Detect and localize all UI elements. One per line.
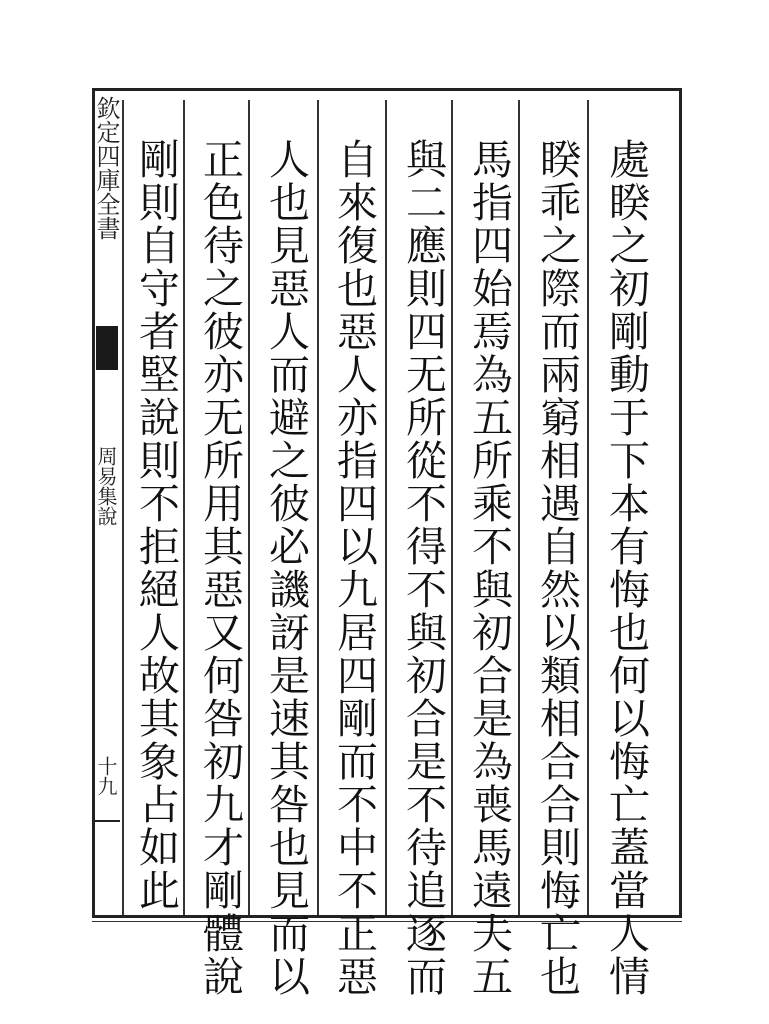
text-column-7: 正色待之彼亦无所用其惡又何咎初九才剛體說 bbox=[196, 138, 244, 998]
margin-book-title: 周易集說 bbox=[94, 446, 118, 526]
text-column-2: 睽乖之際而兩窮相遇自然以類相合合則悔亡也 bbox=[533, 138, 581, 998]
frame-bottom-inner-border bbox=[92, 921, 682, 922]
text-column-4: 與二應則四无所從不得不與初合是不待追逐而 bbox=[399, 138, 447, 998]
column-rule bbox=[122, 100, 124, 915]
margin-collection-title: 欽定四庫全書 bbox=[92, 96, 120, 240]
column-rule bbox=[587, 100, 589, 915]
margin-page-number: 十九 bbox=[94, 756, 118, 796]
text-column-3: 馬指四始焉為五所乘不與初合是為喪馬遠夫五 bbox=[465, 138, 513, 998]
column-rule bbox=[317, 100, 319, 915]
text-column-5: 自來復也惡人亦指四以九居四剛而不中不正惡 bbox=[330, 138, 378, 998]
column-rule bbox=[385, 100, 387, 915]
margin-fishtail-mark bbox=[96, 326, 118, 370]
text-column-6: 人也見惡人而避之彼必譏訝是速其咎也見而以 bbox=[262, 138, 310, 998]
text-column-1: 處睽之初剛動于下本有悔也何以悔亡蓋當人情 bbox=[602, 138, 650, 998]
margin-tick-line bbox=[94, 820, 120, 822]
text-column-8: 剛則自守者堅說則不拒絕人故其象占如此 bbox=[132, 138, 180, 912]
frame-top-border bbox=[92, 88, 682, 91]
frame-right-border bbox=[679, 88, 682, 918]
